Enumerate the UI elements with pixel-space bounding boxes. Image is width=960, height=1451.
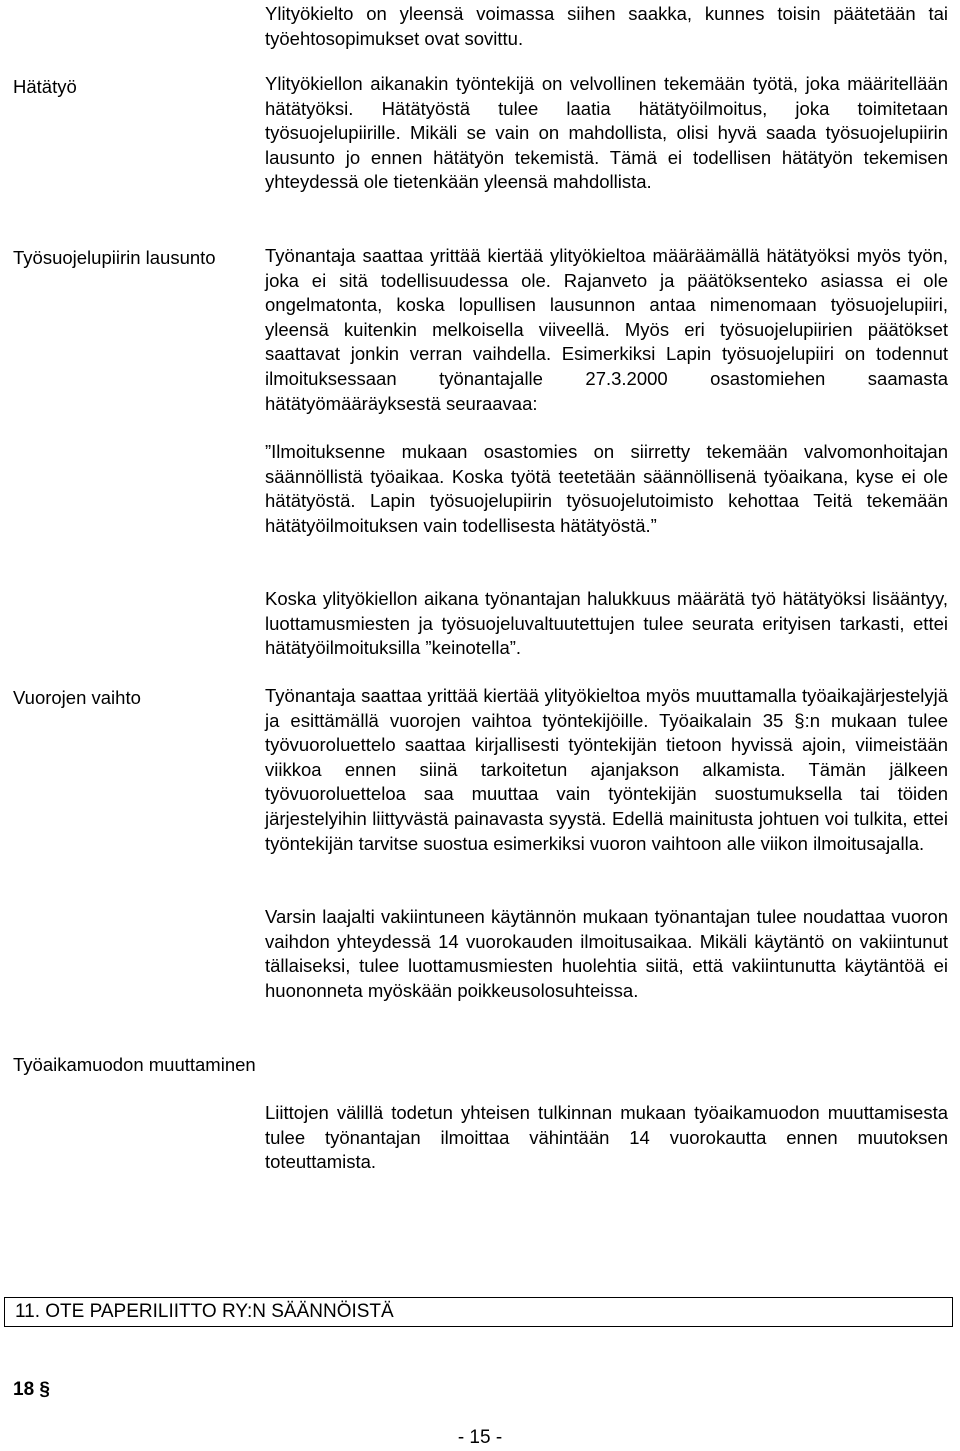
side-label-tyoaikamuodon: Työaikamuodon muuttaminen xyxy=(13,1054,256,1075)
page-number: - 15 - xyxy=(457,1427,503,1448)
paragraph-vuorojen-vaihto: Työnantaja saattaa yrittää kiertää ylityökieltoa myös muuttamalla työaikajärjestelyjä ja esittämällä vuorojen vaihtoa työntekijöille. Työaikalain 35 §:n mukaan tulee työvuoroluettelo saattaa kirjallisesti työntekijän tietoon hyvissä ajoin, viimeistään viikkoa ennen siinä tarkoitetun ajanjakson alkamista. Tämän jälkeen työvuoroluetteloa saa muuttaa vain työntekijän suostumuksella tai töiden järjestelyihin liittyvästä painavasta syystä. Edellä mainitusta johtuen voi tulkita, ettei työntekijän tarvitse suostua esimerkiksi vuoron vaihtoon alle viikon ilmoitusajalla. xyxy=(265,685,948,854)
paragraph-vakiintunut-kaytanto: Varsin laajalti vakiintuneen käytännön mukaan työnantajan tulee noudattaa vuoron vaihdon yhteydessä 14 vuorokauden ilmoitusaikaa. Mikäli käytäntö on vakiintunut tällaiseksi, tulee luottamusmiesten huolehtia siitä, että vakiintunutta käytäntöä ei huononneta myöskään poikkeusolosuhteissa. xyxy=(265,906,948,1001)
paragraph-quote: ”Ilmoituksenne mukaan osastomies on siirretty tekemään valvomonhoitajan säännöllistä työaikaa. Koska työtä teetetään säännöllisenä työaikana, kyse ei ole hätätyöstä. Lapin työsuojelupiirin työsuojelutoimisto kehottaa Teitä tekemään hätätyöilmoituksen vain todellisesta hätätyöstä.” xyxy=(265,441,948,536)
side-label-vuorojen-vaihto: Vuorojen vaihto xyxy=(13,687,141,708)
paragraph-lausunto: Työnantaja saattaa yrittää kiertää ylityökieltoa määräämällä hätätyöksi myös työn, joka ei sitä todellisuudessa ole. Rajanveto ja päätöksenteko asiassa ei ole ongelmatonta, koska lopullisen lausunnon antaa nimenomaan työsuojelupiiri, yleensä kuitenkin melkoisella viiveellä. Myös eri työsuojelupiirien päätökset saattavat jonkin verran vaihdella. Esimerkiksi Lapin työsuojelupiiri on todennut ilmoituksessaan työnantajalle 27.3.2000 osastomiehen saamasta hätätyömääräyksestä seuraavaa: xyxy=(265,245,948,414)
paragraph-keinotella: Koska ylityökiellon aikana työnantajan halukkuus määrätä työ hätätyöksi lisääntyy, luottamusmiesten ja työsuojeluvaltuutettujen tulee seurata erityisen tarkasti, ettei hätätyöilmoituksilla ”keinotella”. xyxy=(265,588,948,659)
paragraph-tyoaikamuodon: Liittojen välillä todetun yhteisen tulkinnan mukaan työaikamuodon muuttamisesta tulee työnantajan ilmoittaa vähintään 14 vuorokautta ennen muutoksen toteuttamista. xyxy=(265,1102,948,1173)
paragraph-ylityokielto-voimassa: Ylityökielto on yleensä voimassa siihen saakka, kunnes toisin päätetään tai työehtosopimukset ovat sovittu. xyxy=(265,3,948,49)
section-heading-box: 11. OTE PAPERILIITTO RY:N SÄÄNNÖISTÄ xyxy=(4,1297,953,1327)
section-number: 18 § xyxy=(13,1379,50,1400)
paragraph-hatatyo: Ylityökiellon aikanakin työntekijä on velvollinen tekemään työtä, joka määritellään hätätyöksi. Hätätyöstä tulee laatia hätätyöilmoitus, joka toimitetaan työsuojelupiirille. Mikäli se vain on mahdollista, olisi hyvä saada työsuojelupiirin lausunto jo ennen hätätyön tekemistä. Tämä ei todellisen hätätyön tekemisen yhteydessä ole tietenkään yleensä mahdollista. xyxy=(265,73,948,193)
side-label-hatatyo: Hätätyö xyxy=(13,76,77,97)
side-label-lausunto: Työsuojelupiirin lausunto xyxy=(13,247,216,268)
